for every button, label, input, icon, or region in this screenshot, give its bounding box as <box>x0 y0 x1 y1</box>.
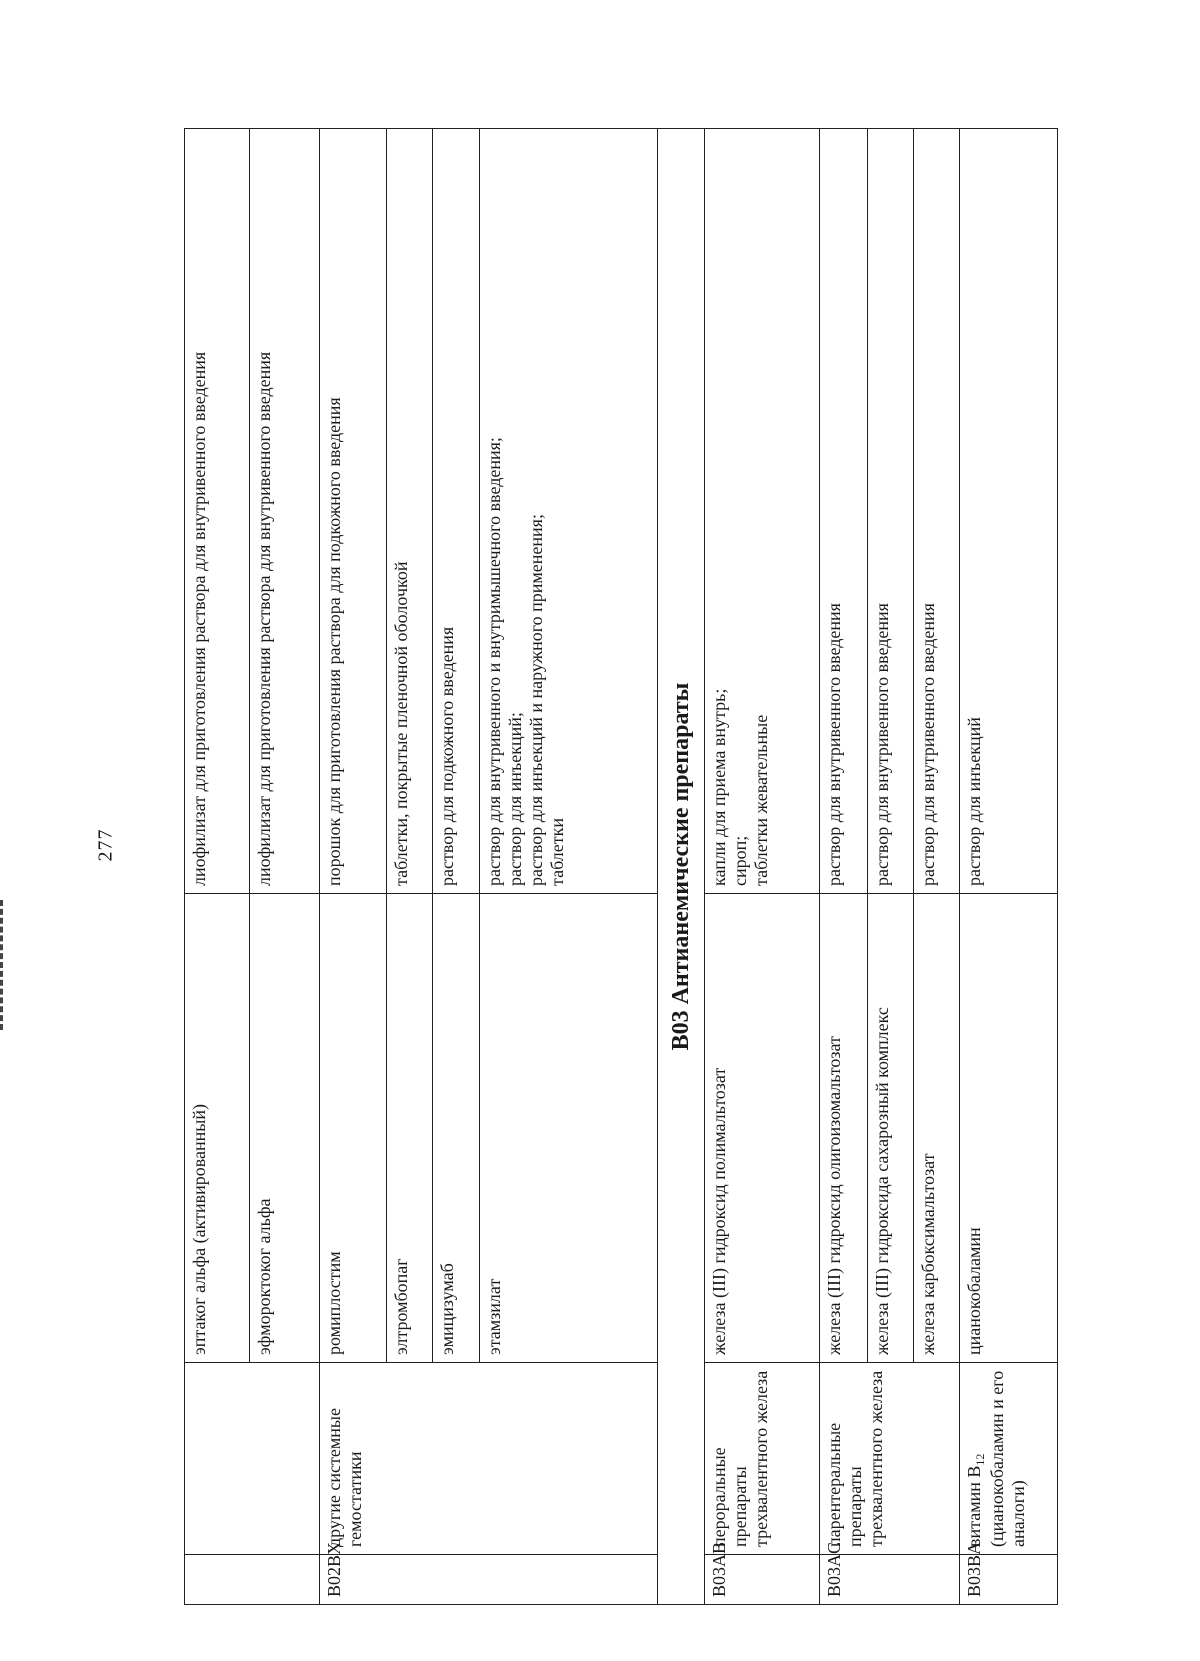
table-row <box>320 129 387 1605</box>
drug-cell: элтромбопаг <box>387 894 433 1363</box>
code-cell-empty <box>185 1555 320 1605</box>
table-row <box>960 129 1058 1605</box>
drug-cell: ромиплостим <box>320 894 387 1363</box>
drug-cell: цианокобаламин <box>960 894 1058 1363</box>
drug-cell: железа (III) гидроксид олигоизомальтозат <box>820 894 868 1363</box>
group-cell-empty <box>185 1363 320 1555</box>
table-row <box>820 129 868 1605</box>
page-number: 277 <box>94 828 117 862</box>
section-header-row <box>658 129 705 1605</box>
atc-code-cell: B03AC <box>820 1555 960 1605</box>
table-row <box>185 129 250 1605</box>
group-cell: парентеральные препараты трехвалентного железа <box>820 1363 960 1555</box>
atc-code-cell: B03BA <box>960 1555 1058 1605</box>
drug-cell: эмицизумаб <box>433 894 480 1363</box>
group-cell <box>960 1363 1058 1555</box>
drug-table <box>184 128 1058 1605</box>
form-cell: капли для приема внутрь; сироп; таблетки жевательные <box>705 129 820 894</box>
atc-code-cell: B02BX <box>320 1555 658 1605</box>
drug-cell: железа (III) гидроксид полимальтозат <box>705 894 820 1363</box>
form-cell: порошок для приготовления раствора для подкожного введения <box>320 129 387 894</box>
form-cell: раствор для инъекций <box>960 129 1058 894</box>
form-cell: раствор для внутривенного введения <box>820 129 868 894</box>
group-cell: пероральные препараты трехвалентного железа <box>705 1363 820 1555</box>
drug-cell: этамзилат <box>480 894 658 1363</box>
group-rest-text: (цианокобаламин и его аналоги) <box>987 1370 1028 1547</box>
group-cell: другие системные гемостатики <box>320 1363 658 1555</box>
drug-cell: железа (III) гидроксида сахарозный комплекс <box>868 894 914 1363</box>
drug-cell: железа карбоксимальтозат <box>914 894 960 1363</box>
atc-code-cell: B03AB <box>705 1555 820 1605</box>
group-subscript: 12 <box>973 1453 987 1466</box>
form-cell: раствор для внутривенного и внутримышечного введения; раствор для инъекций; раствор для инъекций и наружного применения; таблетки <box>480 129 658 894</box>
drug-cell: эфмороктоког альфа <box>250 894 320 1363</box>
group-main-text: витамин B <box>964 1465 984 1547</box>
scan-edge-mark <box>0 900 6 1030</box>
table-row <box>705 129 820 1605</box>
form-cell: раствор для внутривенного введения <box>868 129 914 894</box>
drug-cell: эптаког альфа (активированный) <box>185 894 250 1363</box>
drug-table-container <box>184 129 1050 1605</box>
form-cell: раствор для подкожного введения <box>433 129 480 894</box>
form-cell: лиофилизат для приготовления раствора для внутривенного введения <box>185 129 250 894</box>
form-cell: таблетки, покрытые пленочной оболочкой <box>387 129 433 894</box>
section-title: B03 Антианемические препараты <box>658 129 705 1605</box>
form-cell: раствор для внутривенного введения <box>914 129 960 894</box>
form-cell: лиофилизат для приготовления раствора для внутривенного введения <box>250 129 320 894</box>
